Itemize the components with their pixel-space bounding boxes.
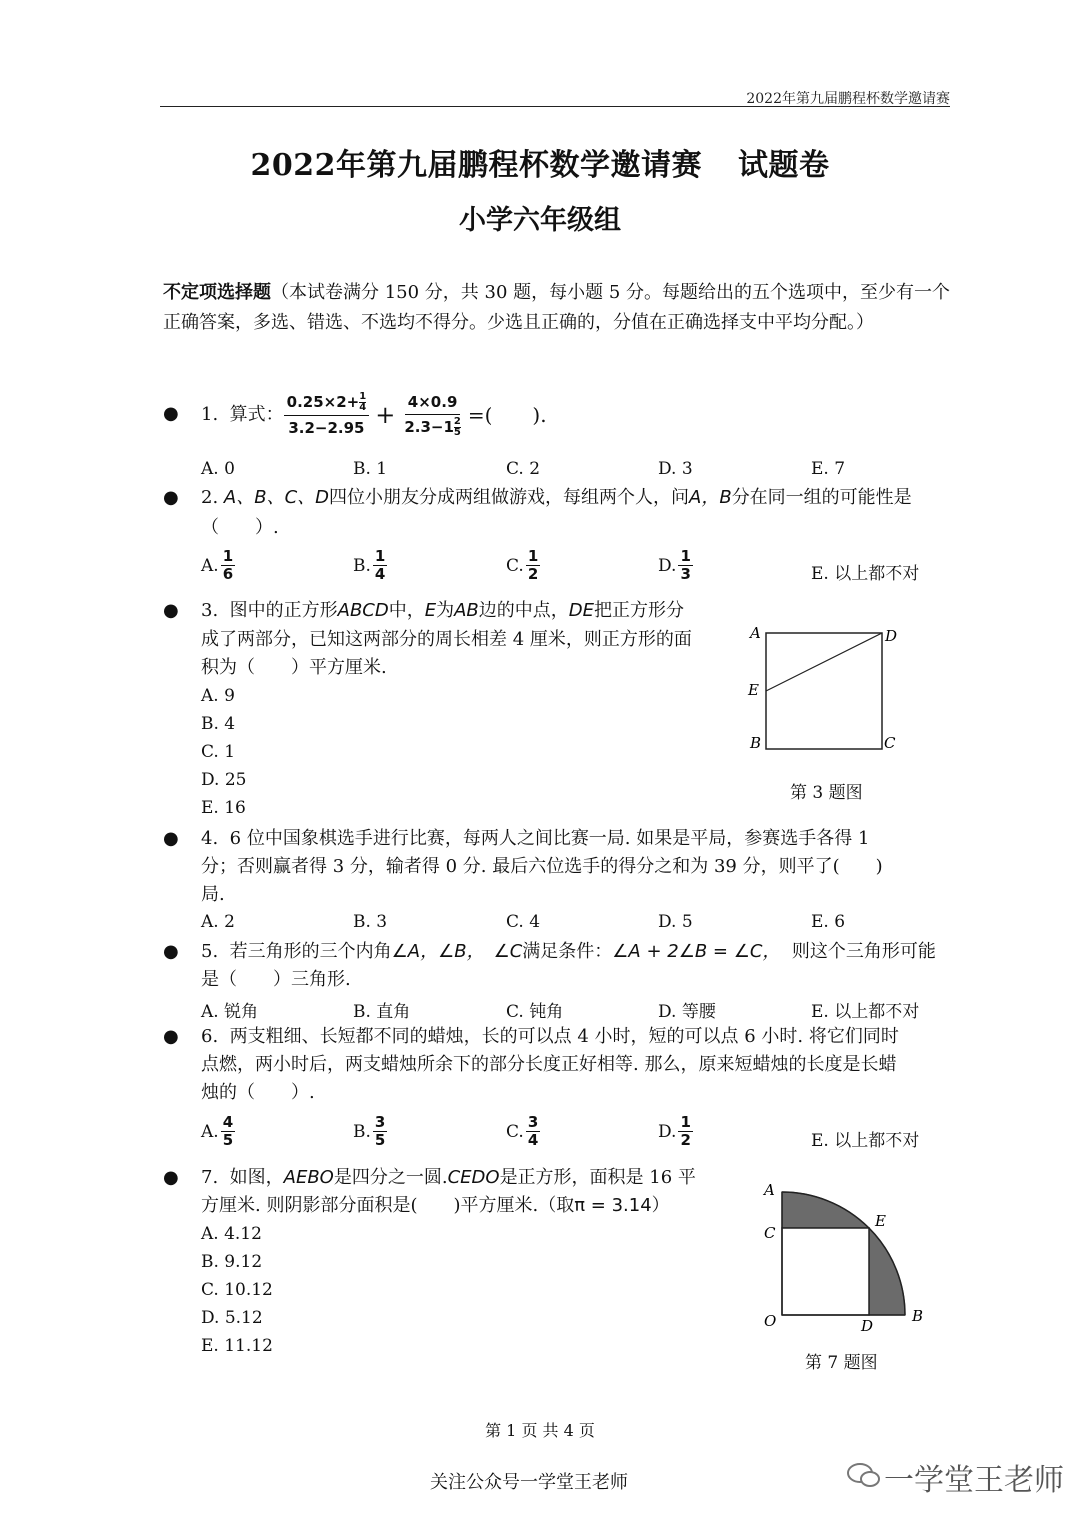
- q7-text: 如图，: [229, 1167, 284, 1188]
- q1-plus: +: [375, 401, 396, 429]
- q3-figure-caption: 第 3 题图: [790, 783, 863, 803]
- question-1: [201, 380, 547, 450]
- q4-line-3: 局.: [201, 884, 225, 905]
- question-5: [201, 938, 951, 966]
- q1-fraction-2: [401, 392, 464, 438]
- q2-option-num: 1: [374, 547, 386, 565]
- q1-f2-mini-den: 5: [453, 427, 461, 438]
- q7-option: A. 4.12: [201, 1224, 262, 1244]
- q7-figure-quarter-circle: [755, 1178, 935, 1338]
- q2-option-label: C.: [506, 555, 524, 576]
- q3-line-2: 成了两部分，已知这两部分的周长相差 4 厘米，则正方形的面: [201, 629, 692, 650]
- q3-text: 图中的正方形: [229, 600, 338, 621]
- q1-f1-mini-den: 4: [359, 402, 367, 413]
- q1-f2-den: 2.3−1: [404, 418, 454, 436]
- bullet-q4: ●: [163, 828, 179, 849]
- q6-option-num: 4: [222, 1113, 234, 1131]
- q6-option-c: [506, 1114, 542, 1149]
- q4-option: D. 5: [658, 912, 693, 932]
- q2-option-a: [201, 548, 237, 583]
- q3-figure-square: [740, 620, 910, 760]
- q6-option-d: [658, 1114, 695, 1149]
- q3-option: E. 16: [201, 798, 246, 818]
- q1-f1-den: 3.2−2.95: [288, 419, 365, 437]
- q6-option-a: [201, 1114, 237, 1149]
- q2-number: 2.: [201, 487, 219, 508]
- wechat-icon: [846, 1460, 882, 1490]
- q1-f1-mini-num: 1: [359, 391, 367, 402]
- q3-label-c: C: [884, 734, 896, 752]
- q6-option-num: 3: [374, 1113, 386, 1131]
- q4-option: C. 4: [506, 912, 541, 932]
- q1-option: B. 1: [353, 459, 388, 479]
- q1-f1-num: 0.25×2+: [286, 393, 360, 411]
- instructions-heading: 不定项选择题: [163, 282, 271, 303]
- q7-label-e: E: [875, 1212, 886, 1230]
- watermark: 一学堂王老师: [884, 1463, 1064, 1498]
- question-2: [201, 484, 951, 512]
- q5-text: 则这个三角形可能: [791, 941, 936, 962]
- q5-option: B. 直角: [353, 1002, 411, 1022]
- q3-square: [766, 633, 882, 749]
- q4-option: A. 2: [201, 912, 235, 932]
- q1-lead: 算式：: [229, 404, 284, 425]
- q2-blank: （ ）.: [201, 517, 279, 538]
- q6-line-1: 两支粗细、长短都不同的蜡烛，长的可以点 4 小时，短的可以点 6 小时. 将它们同时: [229, 1026, 899, 1047]
- q2-option-den: 4: [374, 565, 386, 583]
- q3-label-d: D: [885, 627, 898, 645]
- q7-text: 是正方形，面积是 16 平: [499, 1167, 696, 1188]
- bullet-q6: ●: [163, 1026, 179, 1047]
- q7-line-2: [201, 1192, 670, 1220]
- exam-title-main: 2022年第九届鹏程杯数学邀请赛: [250, 148, 702, 183]
- q7-var: CEDO: [447, 1167, 500, 1188]
- q7-option: D. 5.12: [201, 1308, 263, 1328]
- q3-label-a: A: [750, 624, 761, 642]
- q5-line-2: 是（ ）三角形.: [201, 969, 351, 990]
- question-7: [201, 1164, 731, 1192]
- q2-option-label: B.: [353, 555, 371, 576]
- q6-option-label: C.: [506, 1121, 524, 1142]
- q2-option-num: 1: [527, 547, 539, 565]
- q3-text: 中，: [388, 600, 425, 621]
- q2-option-label: D.: [658, 555, 677, 576]
- q1-tail: =( ).: [467, 403, 547, 427]
- q5-option: C. 钝角: [506, 1002, 564, 1022]
- q7-option: E. 11.12: [201, 1336, 273, 1356]
- q5-text: 满足条件：: [522, 941, 613, 962]
- q2-option-c: [506, 548, 542, 583]
- exam-title-suffix: 试题卷: [738, 148, 830, 183]
- q6-option-b: [353, 1114, 389, 1149]
- q7-option: B. 9.12: [201, 1252, 263, 1272]
- q6-option-den: 4: [527, 1131, 539, 1149]
- q1-option: E. 7: [811, 459, 846, 479]
- page-number: 第 1 页 共 4 页: [485, 1421, 595, 1440]
- q1-number: 1.: [201, 404, 219, 425]
- question-4: [201, 825, 869, 853]
- q7-label-d: D: [861, 1317, 874, 1335]
- q3-option: B. 4: [201, 714, 236, 734]
- follow-notice: 关注公众号一学堂王老师: [430, 1472, 628, 1493]
- q1-option: A. 0: [201, 459, 235, 479]
- q2-vars2: A，B: [689, 487, 732, 508]
- q6-option-den: 5: [222, 1131, 234, 1149]
- q6-option-num: 1: [680, 1113, 691, 1131]
- q1-f2-mini-num: 2: [453, 416, 461, 427]
- q7-text: 方厘米. 则阴影部分面积是( )平方厘米.（取: [201, 1195, 575, 1216]
- q6-line-2: 点燃，两小时后，两支蜡烛所余下的部分长度正好相等. 那么，原来短蜡烛的长度是长蜡: [201, 1054, 897, 1075]
- q7-square: [782, 1228, 869, 1315]
- bullet-q3: ●: [163, 600, 179, 621]
- q1-option: C. 2: [506, 459, 541, 479]
- q2-vars: A、B、C、D: [223, 487, 330, 508]
- q3-var: AB: [454, 600, 479, 621]
- q7-option: C. 10.12: [201, 1280, 273, 1300]
- instructions: [163, 278, 953, 338]
- q6-option-den: 2: [680, 1131, 691, 1149]
- q4-number: 4.: [201, 828, 219, 849]
- q3-text: 边的中点，: [478, 600, 569, 621]
- q4-option: E. 6: [811, 912, 846, 932]
- q3-option: C. 1: [201, 742, 236, 762]
- bullet-q2: ●: [163, 487, 179, 508]
- exam-title: [0, 140, 1080, 184]
- q3-var: DE: [568, 600, 595, 621]
- q7-label-a: A: [764, 1181, 775, 1199]
- q3-text: 把正方形分: [594, 600, 685, 621]
- q7-number: 7.: [201, 1167, 219, 1188]
- q4-line-2: 分；否则赢者得 3 分，输者得 0 分. 最后六位选手的得分之和为 39 分，则平了( ): [201, 856, 883, 877]
- q2-option-den: 6: [222, 565, 234, 583]
- q2-option-den: 3: [680, 565, 691, 583]
- q3-label-e: E: [748, 681, 759, 699]
- q6-option-label: A.: [201, 1121, 219, 1142]
- q6-option-num: 3: [527, 1113, 539, 1131]
- q2-option-den: 2: [527, 565, 539, 583]
- running-header: 2022年第九届鹏程杯数学邀请赛: [746, 91, 950, 107]
- bullet-q5: ●: [163, 941, 179, 962]
- q3-label-b: B: [750, 734, 762, 752]
- q5-option: E. 以上都不对: [811, 1002, 920, 1022]
- q6-option-den: 5: [374, 1131, 386, 1149]
- q3-var: E: [424, 600, 437, 621]
- q5-angles: ∠A，∠B， ∠C: [391, 941, 523, 962]
- q2-option-d: [658, 548, 695, 583]
- q7-var: AEBO: [283, 1167, 334, 1188]
- q2-option-label: A.: [201, 555, 219, 576]
- q3-number: 3.: [201, 600, 219, 621]
- question-3: [201, 597, 721, 625]
- q6-option-label: D.: [658, 1121, 677, 1142]
- header-rule: [160, 106, 950, 107]
- bullet-q7: ●: [163, 1167, 179, 1188]
- q7-label-o: O: [764, 1312, 777, 1330]
- q3-option: A. 9: [201, 686, 235, 706]
- q5-equation: ∠A + 2∠B = ∠C，: [612, 941, 781, 962]
- q7-text: 是四分之一圆.: [333, 1167, 448, 1188]
- q5-number: 5.: [201, 941, 219, 962]
- q6-number: 6.: [201, 1026, 219, 1047]
- q1-f2-num: 4×0.9: [405, 392, 461, 415]
- bullet-q1: ●: [163, 403, 179, 424]
- q5-text: 若三角形的三个内角: [229, 941, 392, 962]
- q2-option-b: [353, 548, 389, 583]
- q2-option-e: E. 以上都不对: [811, 564, 920, 584]
- q5-option: D. 等腰: [658, 1002, 716, 1022]
- q6-option-e: E. 以上都不对: [811, 1131, 920, 1151]
- q1-fraction-1: [284, 392, 370, 438]
- instructions-text: （本试卷满分 150 分，共 30 题，每小题 5 分。每题给出的五个选项中，至少有一个正确答案，多选、错选、不选均不得分。少选且正确的，分值在正确选择支中平均分配。）: [163, 282, 951, 333]
- exam-subtitle: 小学六年级组: [459, 205, 621, 236]
- q7-figure-caption: 第 7 题图: [805, 1353, 878, 1373]
- q6-option-label: B.: [353, 1121, 371, 1142]
- q4-line-1: 6 位中国象棋选手进行比赛，每两人之间比赛一局. 如果是平局，参赛选手各得 1: [229, 828, 870, 849]
- q3-var: ABCD: [337, 600, 389, 621]
- q3-segment-de: [766, 633, 882, 691]
- q2-text2: 分在同一组的可能性是: [731, 487, 912, 508]
- question-6: [201, 1023, 899, 1051]
- q2-option-num: 1: [680, 547, 691, 565]
- q3-option: D. 25: [201, 770, 247, 790]
- q7-label-b: B: [912, 1307, 924, 1325]
- q1-option: D. 3: [658, 459, 693, 479]
- q7-text: ）: [651, 1195, 670, 1216]
- q6-line-3: 烛的（ ）.: [201, 1082, 315, 1103]
- q2-text: 四位小朋友分成两组做游戏，每组两个人，问: [329, 487, 690, 508]
- q5-option: A. 锐角: [201, 1002, 259, 1022]
- q3-text: 为: [436, 600, 455, 621]
- q3-line-3: 积为（ ）平方厘米.: [201, 657, 387, 678]
- q7-label-c: C: [764, 1224, 776, 1242]
- q4-option: B. 3: [353, 912, 388, 932]
- q7-pi: π = 3.14: [574, 1195, 652, 1216]
- q2-option-num: 1: [222, 547, 234, 565]
